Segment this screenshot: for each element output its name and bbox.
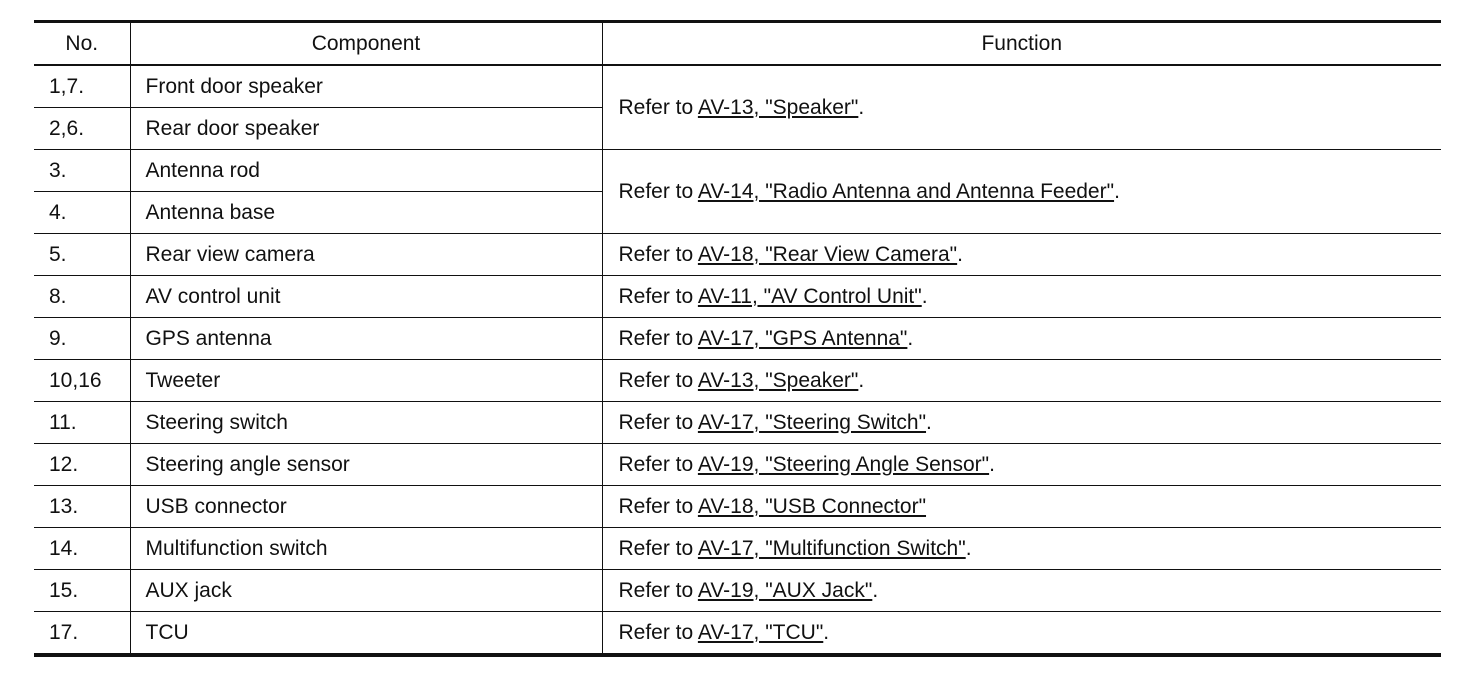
table-row xyxy=(34,318,1441,360)
row-function xyxy=(602,528,1441,570)
header-component: Component xyxy=(130,22,602,66)
row-component: Multifunction switch xyxy=(130,528,602,570)
row-number: 14. xyxy=(34,528,130,570)
row-function xyxy=(602,444,1441,486)
table-row xyxy=(34,65,1441,108)
row-component: GPS antenna xyxy=(130,318,602,360)
refer-to-text: Refer to xyxy=(618,410,698,434)
reference-suffix: . xyxy=(989,452,995,476)
reference-suffix: . xyxy=(823,620,830,644)
row-function xyxy=(602,65,1441,150)
row-function xyxy=(602,402,1441,444)
table-row xyxy=(34,234,1441,276)
row-component: Antenna base xyxy=(130,192,602,234)
reference-suffix: . xyxy=(858,95,865,119)
row-number: 5. xyxy=(34,234,130,276)
reference-suffix: . xyxy=(1114,179,1120,203)
row-number: 4. xyxy=(34,192,130,234)
row-component: Steering switch xyxy=(130,402,602,444)
reference-link[interactable]: AV-19, "AUX Jack" xyxy=(697,578,873,602)
row-number: 8. xyxy=(34,276,130,318)
row-component: Steering angle sensor xyxy=(130,444,602,486)
reference-suffix: . xyxy=(872,578,879,602)
reference-link[interactable]: AV-14, "Radio Antenna and Antenna Feeder" xyxy=(697,179,1115,203)
reference-link[interactable]: AV-17, "TCU" xyxy=(697,620,824,644)
row-number: 3. xyxy=(34,150,130,192)
refer-to-text: Refer to xyxy=(618,578,698,602)
refer-to-text: Refer to xyxy=(618,242,698,266)
row-component: AV control unit xyxy=(130,276,602,318)
row-number: 15. xyxy=(34,570,130,612)
row-number: 17. xyxy=(34,612,130,656)
reference-link[interactable]: AV-18, "USB Connector" xyxy=(697,494,927,518)
reference-suffix: . xyxy=(926,410,932,434)
header-no: No. xyxy=(34,22,130,66)
table-row xyxy=(34,612,1441,656)
row-function xyxy=(602,486,1441,528)
row-number: 1,7. xyxy=(34,65,130,108)
reference-link[interactable]: AV-18, "Rear View Camera" xyxy=(697,242,958,266)
reference-link[interactable]: AV-11, "AV Control Unit" xyxy=(697,284,922,308)
refer-to-text: Refer to xyxy=(618,536,698,560)
refer-to-text: Refer to xyxy=(618,284,698,308)
table-row xyxy=(34,444,1441,486)
table-row xyxy=(34,360,1441,402)
row-function xyxy=(602,360,1441,402)
table-row xyxy=(34,528,1441,570)
row-number: 13. xyxy=(34,486,130,528)
refer-to-text: Refer to xyxy=(618,326,698,350)
row-component: Tweeter xyxy=(130,360,602,402)
row-number: 2,6. xyxy=(34,108,130,150)
reference-suffix: . xyxy=(858,368,865,392)
refer-to-text: Refer to xyxy=(618,95,698,119)
table-body xyxy=(34,65,1441,655)
row-component: USB connector xyxy=(130,486,602,528)
row-component: Rear door speaker xyxy=(130,108,602,150)
refer-to-text: Refer to xyxy=(618,368,698,392)
row-component: Rear view camera xyxy=(130,234,602,276)
row-component: Front door speaker xyxy=(130,65,602,108)
row-number: 10,16 xyxy=(34,360,130,402)
row-function xyxy=(602,276,1441,318)
reference-suffix: . xyxy=(921,284,928,308)
component-function-table xyxy=(34,20,1441,657)
row-function xyxy=(602,318,1441,360)
table-row xyxy=(34,150,1441,192)
reference-link[interactable]: AV-17, "GPS Antenna" xyxy=(697,326,908,350)
reference-link[interactable]: AV-13, "Speaker" xyxy=(697,368,859,392)
table-row xyxy=(34,402,1441,444)
reference-suffix: . xyxy=(965,536,972,560)
reference-suffix: . xyxy=(907,326,914,350)
reference-link[interactable]: AV-17, "Steering Switch" xyxy=(697,410,927,434)
reference-link[interactable]: AV-17, "Multifunction Switch" xyxy=(697,536,966,560)
refer-to-text: Refer to xyxy=(618,494,698,518)
refer-to-text: Refer to xyxy=(618,452,698,476)
table-header-row xyxy=(34,22,1441,66)
row-function xyxy=(602,570,1441,612)
reference-link[interactable]: AV-13, "Speaker" xyxy=(697,95,859,119)
header-function: Function xyxy=(602,22,1441,66)
row-component: TCU xyxy=(130,612,602,656)
row-function xyxy=(602,612,1441,656)
row-component: AUX jack xyxy=(130,570,602,612)
table-row xyxy=(34,570,1441,612)
row-component: Antenna rod xyxy=(130,150,602,192)
table-row xyxy=(34,276,1441,318)
row-number: 12. xyxy=(34,444,130,486)
refer-to-text: Refer to xyxy=(618,179,698,203)
table-row xyxy=(34,486,1441,528)
reference-suffix: . xyxy=(957,242,963,266)
row-number: 11. xyxy=(34,402,130,444)
refer-to-text: Refer to xyxy=(618,620,698,644)
row-function xyxy=(602,150,1441,234)
reference-link[interactable]: AV-19, "Steering Angle Sensor" xyxy=(697,452,990,476)
row-function xyxy=(602,234,1441,276)
row-number: 9. xyxy=(34,318,130,360)
